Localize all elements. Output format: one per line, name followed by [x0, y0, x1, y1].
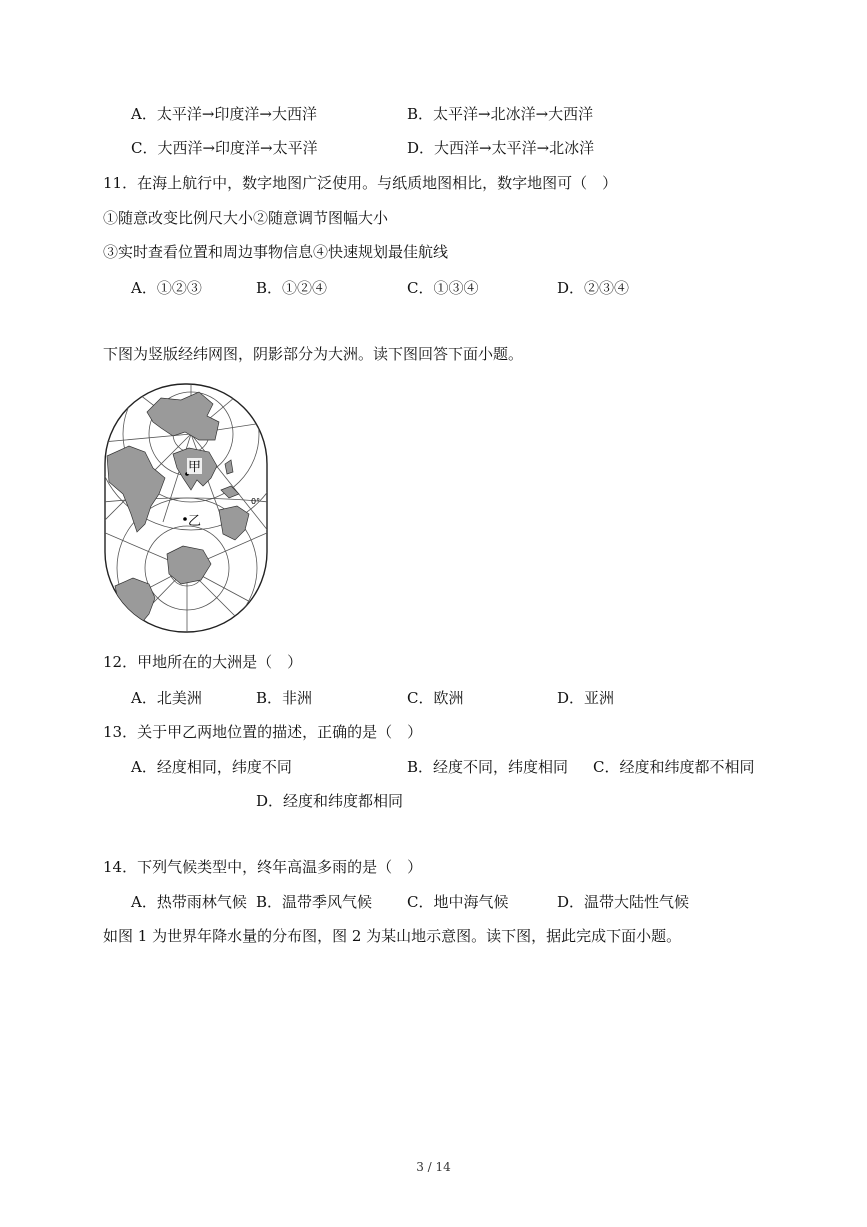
q14-option-d: D．温带大陆性气候	[557, 893, 690, 911]
q14-option-a: A．热带雨林气候	[131, 893, 247, 911]
map-intro-text: 下图为竖版经纬网图，阴影部分为大洲。读下图回答下面小题。	[103, 345, 524, 363]
graticule-map-figure	[103, 382, 269, 634]
q11-items-line-2: ③实时查看位置和周边事物信息④快速规划最佳航线	[103, 243, 449, 261]
q10-option-b: B．太平洋→北冰洋→大西洋	[407, 105, 594, 123]
label-equator-zero: 0°	[251, 497, 261, 506]
q13-option-a: A．经度相同，纬度不同	[131, 758, 292, 776]
q13-stem: 13．关于甲乙两地位置的描述，正确的是（ ）	[103, 723, 423, 741]
q12-option-a: A．北美洲	[131, 689, 202, 707]
q10-option-d: D．大西洋→太平洋→北冰洋	[407, 139, 595, 157]
q10-option-a: A．太平洋→印度洋→大西洋	[131, 105, 317, 123]
q14-option-b: B．温带季风气候	[256, 893, 373, 911]
q12-stem: 12．甲地所在的大洲是（ ）	[103, 653, 303, 671]
q13-option-b: B．经度不同，纬度相同	[407, 758, 569, 776]
q10-option-c: C．大西洋→印度洋→太平洋	[131, 139, 318, 157]
q11-stem: 11．在海上航行中，数字地图广泛使用。与纸质地图相比，数字地图可（ ）	[103, 174, 618, 192]
precip-intro-text: 如图 1 为世界年降水量的分布图，图 2 为某山地示意图。读下图，据此完成下面小题。	[103, 927, 682, 945]
q14-stem: 14．下列气候类型中，终年高温多雨的是（ ）	[103, 858, 423, 876]
page-number: 3 / 14	[416, 1160, 451, 1174]
q11-option-b: B．①②④	[256, 279, 328, 297]
point-yi-marker	[183, 517, 187, 521]
q11-items-line-1: ①随意改变比例尺大小②随意调节图幅大小	[103, 209, 389, 227]
q13-option-c: C．经度和纬度都不相同	[593, 758, 755, 776]
q14-option-c: C．地中海气候	[407, 893, 509, 911]
q12-option-b: B．非洲	[256, 689, 313, 707]
q11-option-d: D．②③④	[557, 279, 630, 297]
label-jia: 甲	[188, 460, 202, 475]
q11-option-a: A．①②③	[131, 279, 202, 297]
q12-option-d: D．亚洲	[557, 689, 615, 707]
q13-option-d: D．经度和纬度都相同	[256, 792, 404, 810]
label-yi: 乙	[188, 514, 202, 529]
q11-option-c: C．①③④	[407, 279, 479, 297]
q12-option-c: C．欧洲	[407, 689, 464, 707]
